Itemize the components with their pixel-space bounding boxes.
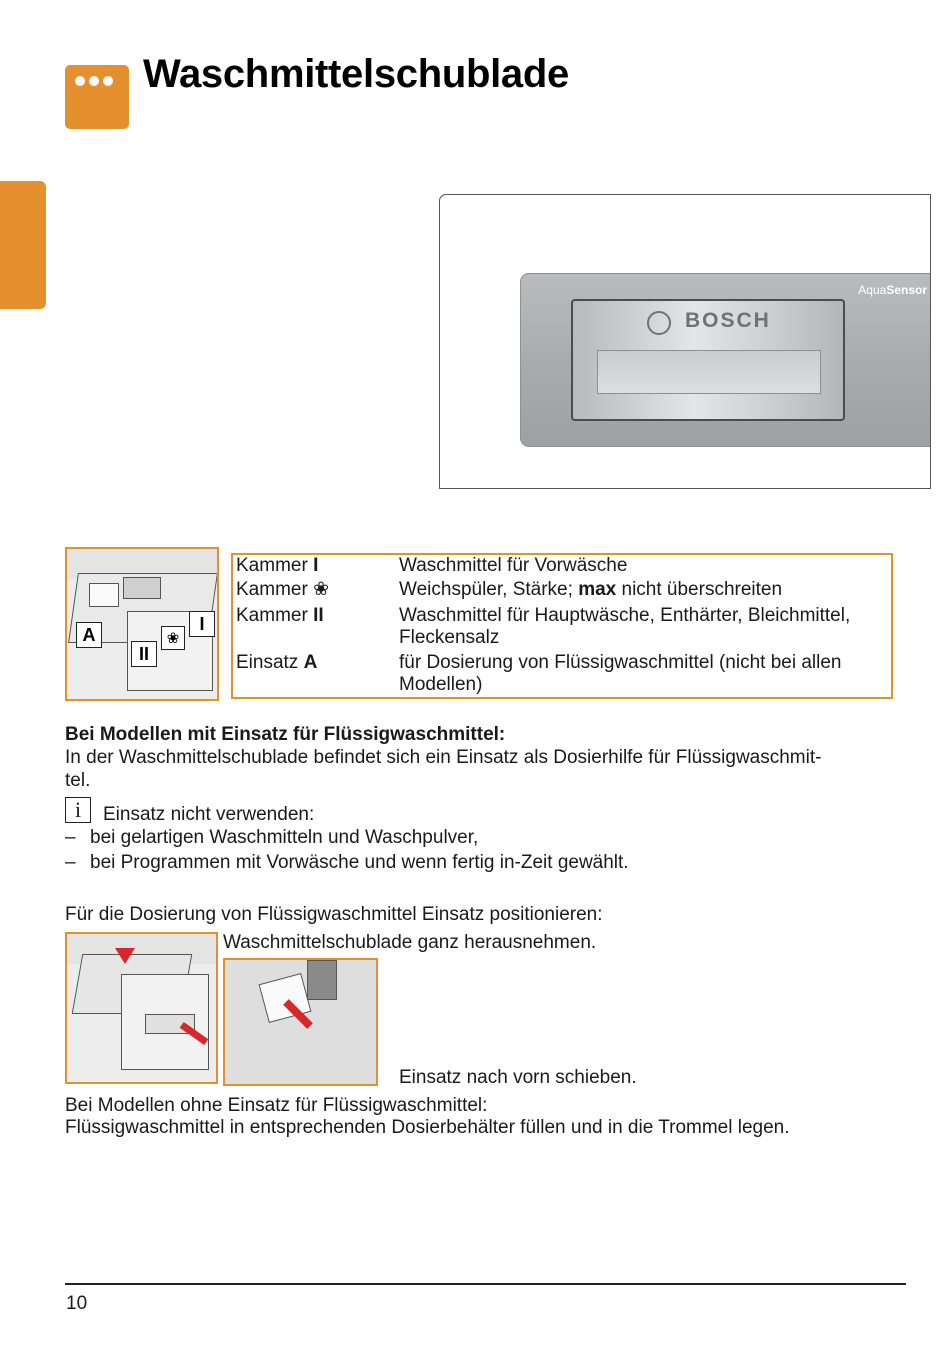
bullet-marker: – xyxy=(65,827,76,848)
compartment-table xyxy=(231,553,893,699)
compartment-divider xyxy=(307,960,337,1000)
aquasensor-label: AquaSensor xyxy=(858,283,927,297)
compartment-description: Waschmittel für Vorwäsche xyxy=(399,555,628,576)
chapter-tab xyxy=(0,181,46,309)
bullet-marker: – xyxy=(65,852,76,873)
compartment-name: Kammer I xyxy=(236,555,319,576)
slide-insert-figure xyxy=(223,958,378,1086)
label-two: II xyxy=(131,641,157,667)
info-icon: i xyxy=(65,797,91,823)
compartment-name: Kammer ❀ xyxy=(236,579,329,600)
dot xyxy=(103,76,113,86)
compartment-description: Waschmittel für Hauptwäsche, Enthärter, Bleichmittel, Fleckensalz xyxy=(399,605,851,648)
compartment-description: Weichspüler, Stärke; max nicht überschreiten xyxy=(399,579,783,600)
list-item: bei gelartigen Waschmitteln und Waschpulver, xyxy=(90,827,479,848)
detergent-drawer-front xyxy=(571,299,845,421)
section-heading: Bei Modellen mit Einsatz für Flüssigwaschmittel: xyxy=(65,724,506,745)
bosch-logo-icon xyxy=(647,311,671,335)
compartment-name: Kammer II xyxy=(236,605,324,626)
list-item: bei Programmen mit Vorwäsche und wenn fertig in-Zeit gewählt. xyxy=(90,852,629,873)
positioning-intro: Für die Dosierung von Flüssigwaschmittel Einsatz positionieren: xyxy=(65,904,603,925)
softener-symbol-icon: ❀ xyxy=(313,579,329,600)
label-a: A xyxy=(76,622,102,648)
paragraph-line: tel. xyxy=(65,770,91,791)
paragraph-line: In der Waschmittelschublade befindet sich ein Einsatz als Dosierhilfe für Flüssigwaschmit- xyxy=(65,747,822,768)
paragraph-line: Flüssigwaschmittel in entsprechenden Dosierbehälter füllen und in die Trommel legen. xyxy=(65,1117,790,1138)
compartment-description: für Dosierung von Flüssigwaschmittel (nicht bei allen Modellen) xyxy=(399,652,842,695)
insert-a xyxy=(89,583,119,607)
remove-drawer-figure xyxy=(65,932,218,1084)
control-panel-figure xyxy=(439,194,931,489)
arrow-down-icon xyxy=(115,948,135,964)
menu-dots-icon xyxy=(65,65,129,129)
softener-symbol-icon: ❀ xyxy=(161,626,185,650)
step-text: Waschmittelschublade ganz herausnehmen. xyxy=(223,932,597,953)
footer-divider xyxy=(65,1283,906,1285)
step-text: Einsatz nach vorn schieben. xyxy=(399,1067,637,1088)
control-panel-plate xyxy=(520,273,931,447)
label-one: I xyxy=(189,611,215,637)
page-title: Waschmittelschublade xyxy=(143,52,569,96)
softener-compartment xyxy=(123,577,161,599)
brand-logo: BOSCH xyxy=(685,309,771,332)
info-text: Einsatz nicht verwenden: xyxy=(103,804,315,825)
drawer-handle xyxy=(597,350,821,394)
dot xyxy=(75,76,85,86)
drawer-compartments-figure xyxy=(65,547,219,701)
paragraph-line: Bei Modellen ohne Einsatz für Flüssigwaschmittel: xyxy=(65,1095,488,1116)
dot xyxy=(89,76,99,86)
page-number: 10 xyxy=(66,1293,88,1314)
compartment-name: Einsatz A xyxy=(236,652,318,673)
